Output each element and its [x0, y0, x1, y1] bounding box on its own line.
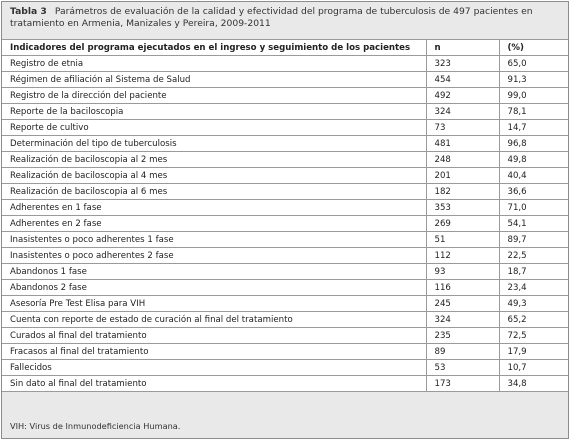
- percent-cell: 49,8: [499, 152, 568, 168]
- n-cell: 93: [426, 264, 499, 280]
- percent-cell: 22,5: [499, 248, 568, 264]
- indicator-cell: Reporte de cultivo: [2, 120, 426, 136]
- table-row: [2, 248, 568, 264]
- indicator-cell: Asesoría Pre Test Elisa para VIH: [2, 296, 426, 312]
- table-row: [2, 152, 568, 168]
- table-row: [2, 136, 568, 152]
- table-row: [2, 328, 568, 344]
- percent-cell: 10,7: [499, 360, 568, 376]
- percent-cell: 40,4: [499, 168, 568, 184]
- n-cell: 248: [426, 152, 499, 168]
- n-cell: 173: [426, 376, 499, 392]
- percent-cell: 54,1: [499, 216, 568, 232]
- indicator-cell: Cuenta con reporte de estado de curación al final del tratamiento: [2, 312, 426, 328]
- n-cell: 53: [426, 360, 499, 376]
- n-cell: 353: [426, 200, 499, 216]
- n-cell: 235: [426, 328, 499, 344]
- percent-cell: 71,0: [499, 200, 568, 216]
- table-row: [2, 120, 568, 136]
- table-row: [2, 216, 568, 232]
- footnote: VIH: Virus de Inmunodeficiencia Humana.: [10, 421, 181, 431]
- percent-cell: 65,0: [499, 56, 568, 72]
- table-row: [2, 168, 568, 184]
- indicator-cell: Régimen de afiliación al Sistema de Salud: [2, 72, 426, 88]
- table-number: Tabla 3: [10, 6, 47, 17]
- indicator-cell: Adherentes en 2 fase: [2, 216, 426, 232]
- percent-cell: 72,5: [499, 328, 568, 344]
- indicator-cell: Registro de la dirección del paciente: [2, 88, 426, 104]
- header-row: [2, 40, 568, 56]
- indicator-cell: Realización de baciloscopia al 4 mes: [2, 168, 426, 184]
- percent-cell: 18,7: [499, 264, 568, 280]
- percent-cell: 78,1: [499, 104, 568, 120]
- n-cell: 182: [426, 184, 499, 200]
- header-n: n: [426, 40, 499, 56]
- indicator-cell: Abandonos 2 fase: [2, 280, 426, 296]
- n-cell: 324: [426, 312, 499, 328]
- table-title: Parámetros de evaluación de la calidad y efectividad del programa de tuberculosis de 497 pacientes en tratamiento en Armenia, Manizales y Pereira, 2009-2011: [10, 6, 533, 29]
- header-percent: (%): [499, 40, 568, 56]
- percent-cell: 99,0: [499, 88, 568, 104]
- table-caption: [10, 6, 566, 30]
- table-row: [2, 88, 568, 104]
- n-cell: 323: [426, 56, 499, 72]
- n-cell: 454: [426, 72, 499, 88]
- percent-cell: 65,2: [499, 312, 568, 328]
- table-row: [2, 264, 568, 280]
- percent-cell: 34,8: [499, 376, 568, 392]
- percent-cell: 91,3: [499, 72, 568, 88]
- header-indicator: Indicadores del programa ejecutados en el ingreso y seguimiento de los pacientes: [2, 40, 426, 56]
- indicator-cell: Determinación del tipo de tuberculosis: [2, 136, 426, 152]
- indicator-cell: Fallecidos: [2, 360, 426, 376]
- table-row: [2, 232, 568, 248]
- table-row: [2, 344, 568, 360]
- indicator-cell: Abandonos 1 fase: [2, 264, 426, 280]
- indicator-cell: Realización de baciloscopia al 6 mes: [2, 184, 426, 200]
- table-row: [2, 184, 568, 200]
- indicator-cell: Realización de baciloscopia al 2 mes: [2, 152, 426, 168]
- n-cell: 73: [426, 120, 499, 136]
- indicator-cell: Curados al final del tratamiento: [2, 328, 426, 344]
- table-row: [2, 104, 568, 120]
- n-cell: 324: [426, 104, 499, 120]
- percent-cell: 17,9: [499, 344, 568, 360]
- n-cell: 116: [426, 280, 499, 296]
- n-cell: 89: [426, 344, 499, 360]
- percent-cell: 36,6: [499, 184, 568, 200]
- table-row: [2, 56, 568, 72]
- indicator-cell: Fracasos al final del tratamiento: [2, 344, 426, 360]
- percent-cell: 23,4: [499, 280, 568, 296]
- table-row: [2, 296, 568, 312]
- data-table: [2, 39, 568, 392]
- n-cell: 245: [426, 296, 499, 312]
- table-row: [2, 72, 568, 88]
- indicator-cell: Inasistentes o poco adherentes 1 fase: [2, 232, 426, 248]
- indicator-cell: Registro de etnia: [2, 56, 426, 72]
- percent-cell: 96,8: [499, 136, 568, 152]
- n-cell: 112: [426, 248, 499, 264]
- n-cell: 492: [426, 88, 499, 104]
- indicator-cell: Adherentes en 1 fase: [2, 200, 426, 216]
- table-row: [2, 376, 568, 392]
- table-row: [2, 312, 568, 328]
- table-row: [2, 280, 568, 296]
- n-cell: 201: [426, 168, 499, 184]
- indicator-cell: Sin dato al final del tratamiento: [2, 376, 426, 392]
- n-cell: 269: [426, 216, 499, 232]
- table-frame: [1, 1, 569, 439]
- percent-cell: 89,7: [499, 232, 568, 248]
- indicator-cell: Inasistentes o poco adherentes 2 fase: [2, 248, 426, 264]
- percent-cell: 14,7: [499, 120, 568, 136]
- n-cell: 51: [426, 232, 499, 248]
- n-cell: 481: [426, 136, 499, 152]
- table-row: [2, 360, 568, 376]
- indicator-cell: Reporte de la baciloscopia: [2, 104, 426, 120]
- table-row: [2, 200, 568, 216]
- percent-cell: 49,3: [499, 296, 568, 312]
